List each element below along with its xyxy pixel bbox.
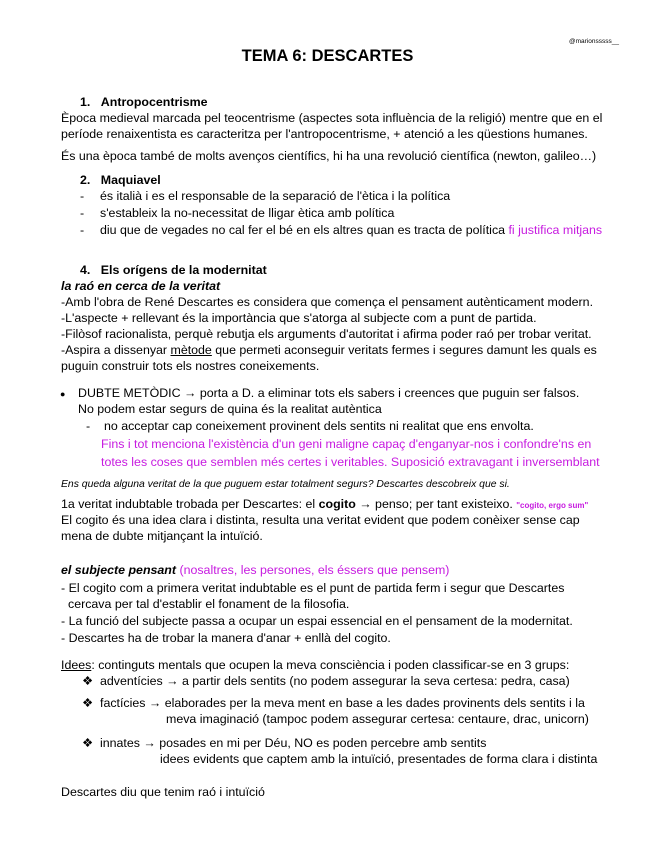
subjecte-line-1: - El cogito com a primera veritat indubtable es el punt de partida ferm i segur que Descartes (61, 581, 565, 595)
bullet-text (100, 222, 602, 238)
bullet-plain: diu que de vegades no cal fer el bé en els altres quan es tracta de política (100, 223, 506, 237)
idea-facticies-line-1: factícies → elaborades per la meva ment en base a les dades provinents dels sentits i la (100, 696, 585, 710)
section-1-number: 1. (80, 95, 91, 109)
geni-maligne-line-1: Fins i tot menciona l'existència d'un geni maligne capaç d'enganyar-nos i confondre'ns en (101, 437, 592, 451)
section-1-line-1: Època medieval marcada pel teocentrisme (aspectes sota influència de la religió) mentre que en el (61, 111, 603, 125)
modernitat-line-5: puguin construir tots els nostres coneixements. (61, 359, 320, 373)
section-1-title: Antropocentrisme (100, 95, 208, 109)
idees-text: : continguts mentals que ocupen la meva consciència i poden classificar-se en 3 grups: (91, 658, 570, 672)
section-2-heading (80, 172, 161, 188)
section-4-title: Els orígens de la modernitat (100, 263, 267, 277)
dubte-line-2: No podem estar segurs de quina és la realitat autèntica (78, 402, 382, 416)
modernitat-line-3: -Filòsof racionalista, perquè rebutja els arguments d'autoritat i afirma poder raó per trobar veritat. (61, 327, 592, 341)
bullet-text: és italià i es el responsable de la separació de l'ètica i la política (100, 189, 451, 203)
maquiavel-bullet-1 (80, 188, 451, 204)
bullet-text: s'estableix la no-necessitat de lligar ètica amb política (100, 206, 395, 220)
modernitat-line-4 (61, 342, 597, 358)
final-line: Descartes diu que tenim raó i intuïció (61, 785, 265, 799)
highlight-fi-justifica: fi justifica mitjans (508, 223, 603, 237)
section-1-heading (80, 94, 208, 110)
aspira-pre: -Aspira a dissenyar (61, 343, 171, 357)
idea-innates-line-2: idees evidents que captem amb la intuïció, presentades de forma clara i distinta (160, 752, 598, 766)
subjecte-line-2: cercava per tal d'establir el fonament de la filosofia. (68, 597, 350, 611)
dubte-sub-dash: - (86, 419, 91, 433)
section-4-subtitle: la raó en cerca de la veritat (61, 279, 221, 293)
cogito-line-2: El cogito és una idea clara i distinta, resulta una veritat evident que podem conèixer sense cap (61, 513, 580, 527)
idees-label: Idees (61, 658, 92, 672)
cogito-post: → penso; per tant existeixo. (355, 497, 517, 511)
section-4-number: 4. (80, 263, 91, 277)
section-4-heading (80, 262, 267, 278)
cogito-word: cogito (318, 497, 356, 511)
cogito-pre: 1a veritat indubtable trobada per Descartes: el (61, 497, 319, 511)
idea-facticies-line-2: meva imaginació (tampoc podem assegurar certesa: centaure, drac, unicorn) (166, 712, 589, 726)
section-1-line-3: És una època també de molts avenços científics, hi ha una revolució científica (newton, galileo…) (61, 149, 597, 163)
subjecte-note: (nosaltres, les persones, els éssers que pensem) (179, 563, 450, 577)
aspira-post: que permeti aconseguir veritats fermes i segures damunt les quals es (211, 343, 597, 357)
cogito-latin: "cogito, ergo sum" (516, 501, 589, 510)
section-2-number: 2. (80, 173, 91, 187)
metode-underlined: mètode (170, 343, 212, 357)
dash-bullet: - (80, 206, 85, 220)
dubte-line-1: DUBTE METÒDIC → porta a D. a eliminar tots els sabers i creences que puguin ser falsos. (78, 386, 580, 400)
page-title: TEMA 6: DESCARTES (241, 47, 414, 65)
diamond-bullet-icon: ❖ (82, 736, 94, 750)
modernitat-line-1: -Amb l'obra de René Descartes es considera que comença el pensament autènticament modern. (61, 295, 594, 309)
subjecte-heading: el subjecte pensant (61, 563, 176, 577)
question-line: Ens queda alguna veritat de la que puguem estar totalment segurs? Descartes descobreix que si. (61, 479, 510, 490)
cogito-line-3: mena de dubte mitjançant la intuïció. (61, 529, 263, 543)
idees-line (61, 657, 569, 673)
dubte-sub-line: no acceptar cap coneixement provinent dels sentits ni realitat que ens envolta. (104, 419, 534, 433)
subjecte-heading-line (61, 562, 449, 578)
maquiavel-bullet-2 (80, 205, 395, 221)
subjecte-line-3: - La funció del subjecte passa a ocupar un espai essencial en el pensament de la modernitat. (61, 614, 573, 628)
geni-maligne-line-2: totes les coses que semblen més certes i veritables. Suposició extravagant i inversemblant (101, 455, 600, 469)
idea-innates-line-1: innates → posades en mi per Déu, NO es poden percebre amb sentits (100, 736, 487, 750)
dubte-bullet: ● (60, 389, 66, 399)
idea-adventicies: adventícies → a partir dels sentits (no podem assegurar la seva certesa: pedra, casa) (100, 674, 570, 688)
author-handle: @marionsssss__ (569, 38, 619, 45)
subjecte-line-4: - Descartes ha de trobar la manera d'anar + enllà del cogito. (61, 631, 391, 645)
diamond-bullet-icon: ❖ (82, 674, 94, 688)
maquiavel-bullet-3 (80, 222, 603, 238)
dash-bullet: - (80, 223, 85, 237)
diamond-bullet-icon: ❖ (82, 696, 94, 710)
dash-bullet: - (80, 189, 85, 203)
section-1-line-2: període renaixentista es caracteritza per l'antropocentrisme, + atenció a les qüestions humanes. (61, 127, 588, 141)
modernitat-line-2: -L'aspecte + rellevant és la importància que s'atorga al subjecte com a punt de partida. (61, 311, 537, 325)
section-2-title: Maquiavel (100, 173, 161, 187)
